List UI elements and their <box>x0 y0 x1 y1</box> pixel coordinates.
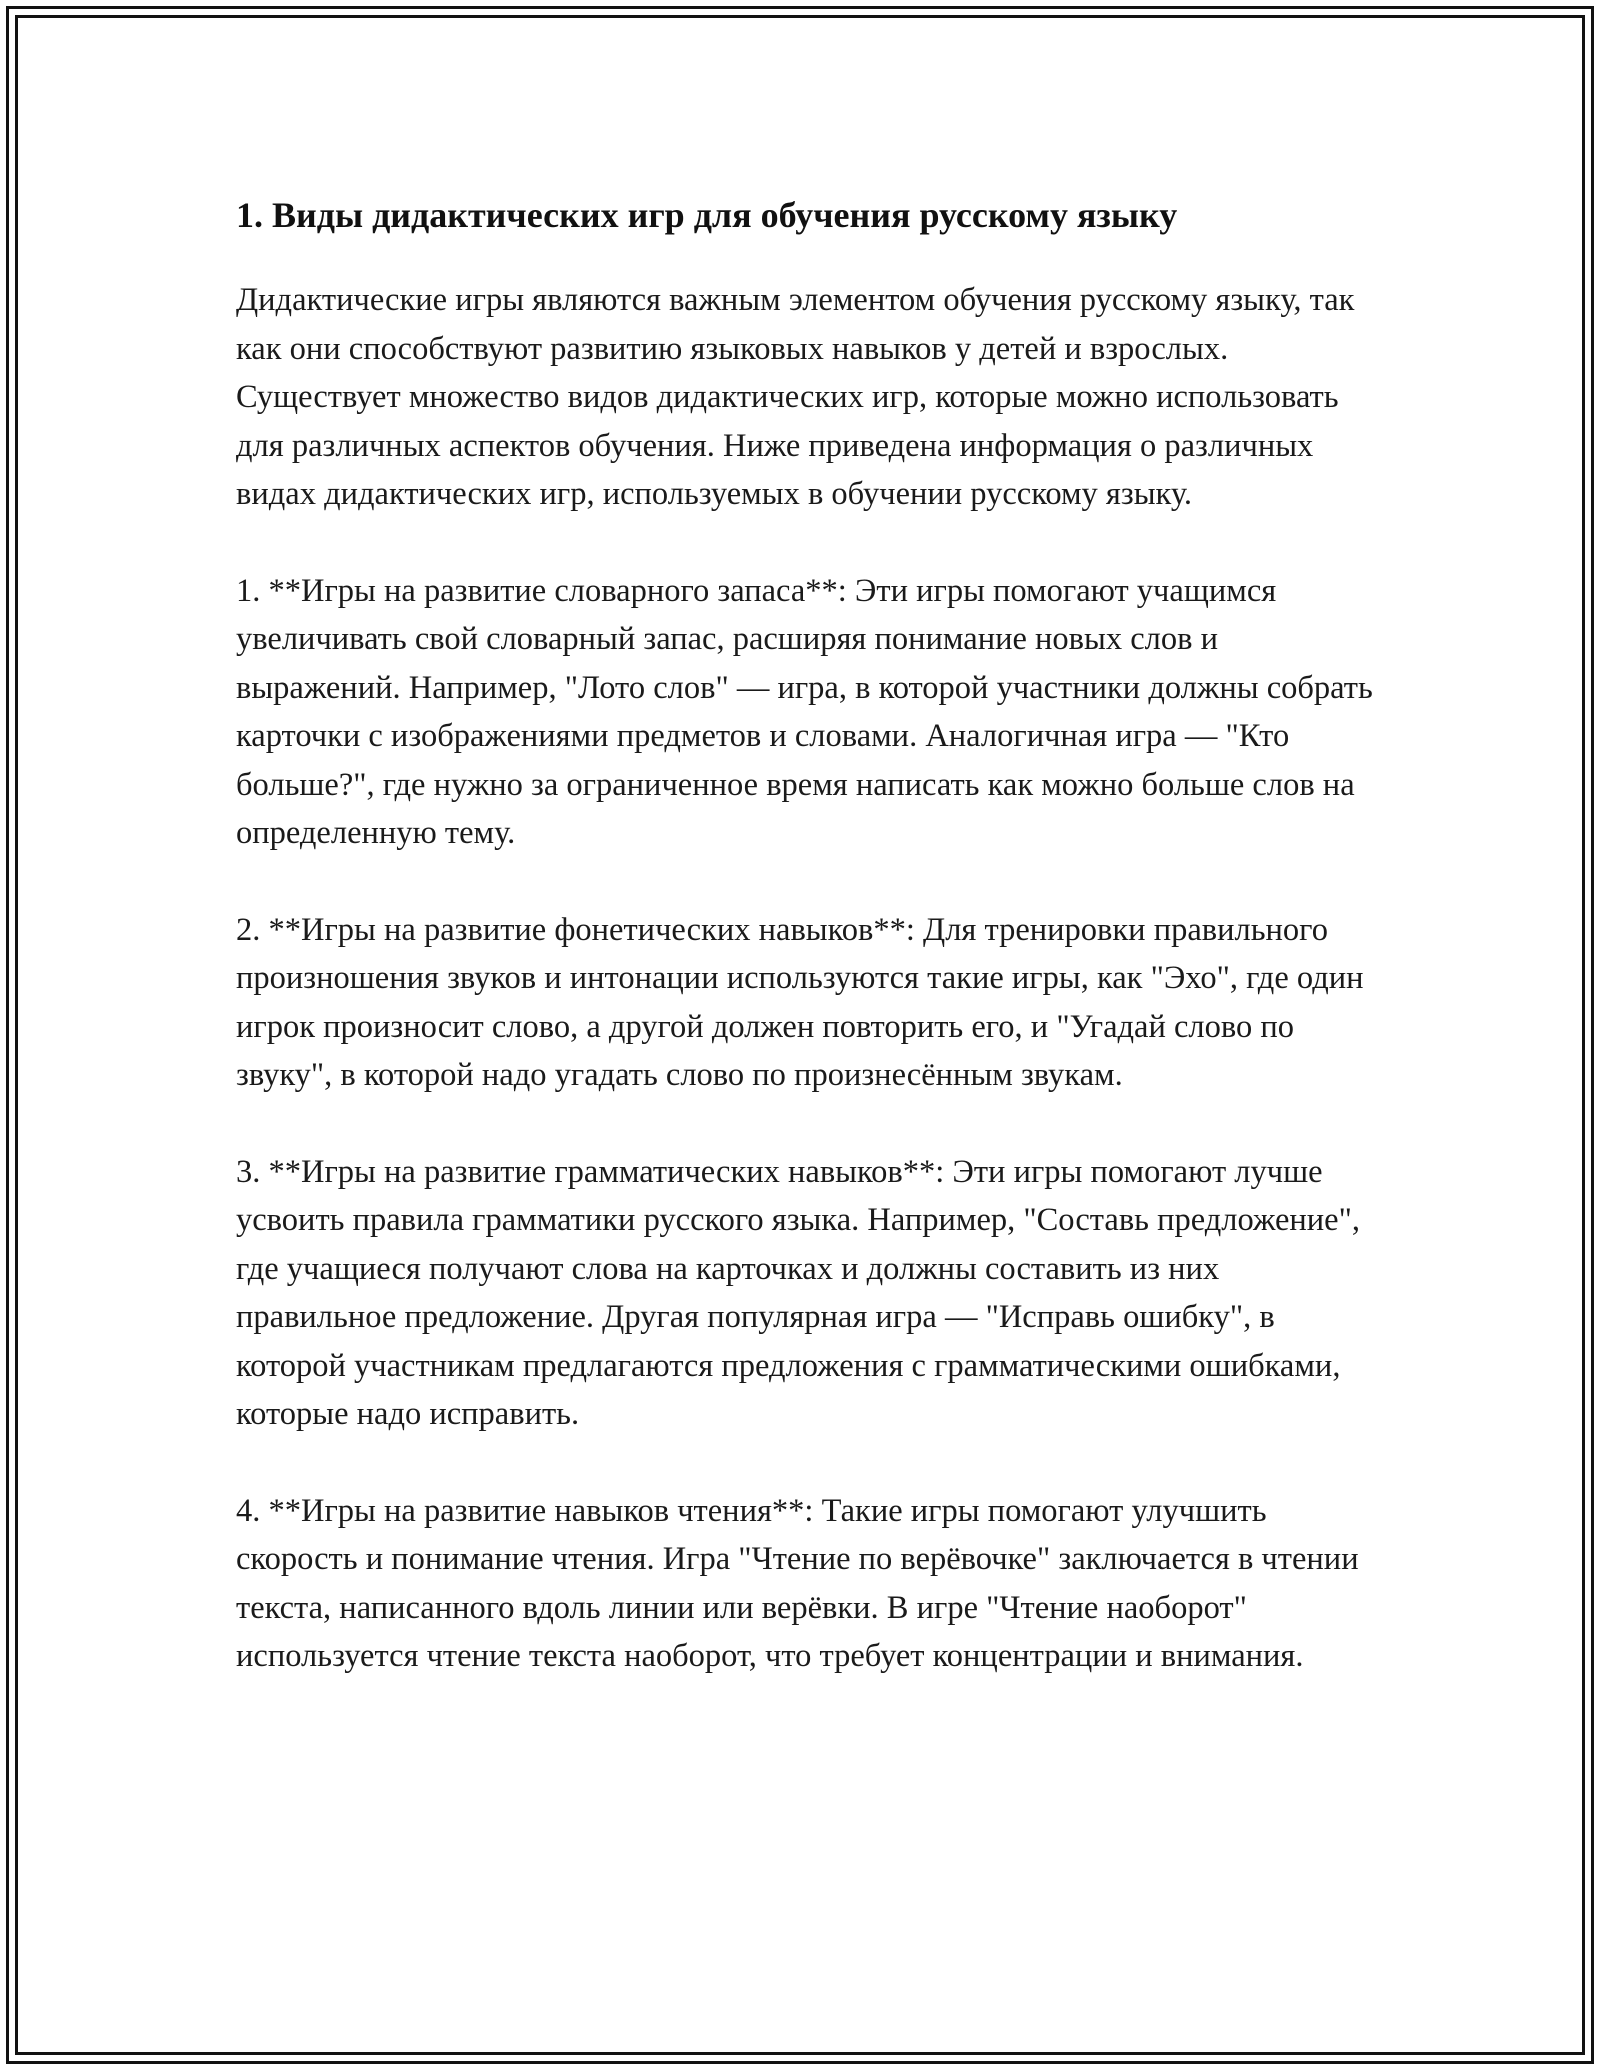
list-item-vocabulary: 1. **Игры на развитие словарного запаса**: Эти игры помогают учащимся увеличивать свой словарный запас, расширяя понимание новых слов и выражений. Например, "Лото слов" — игра, в которой участники должны собрать карточки с изображениями предметов и словами. Аналогичная игра — "Кто больше?", где нужно за ограниченное время написать как можно больше слов на определенную тему. <box>236 572 1373 851</box>
list-item-phonetics: 2. **Игры на развитие фонетических навыков**: Для тренировки правильного произношения звуков и интонации используются такие игры, как "Эхо", где один игрок произносит слово, а другой должен повторить его, и "Угадай слово по звуку", в которой надо угадать слово по произнесённым звукам. <box>236 911 1364 1093</box>
intro-paragraph: Дидактические игры являются важным элементом обучения русскому языку, так как они способствуют развитию языковых навыков у детей и взрослых. Существует множество видов дидактических игр, которые можно использовать для различных аспектов обучения. Ниже приведена информация о различных видах дидактических игр, используемых в обучении русскому языку. <box>236 282 1355 512</box>
list-item-reading: 4. **Игры на развитие навыков чтения**: Такие игры помогают улучшить скорость и понимание чтения. Игра "Чтение по верёвочке" заключается в чтении текста, написанного вдоль линии или верёвки. В игре "Чтение наоборот" используется чтение текста наоборот, что требует концентрации и внимания. <box>236 1492 1359 1674</box>
document-body <box>236 188 1376 1729</box>
section-heading: 1. Виды дидактических игр для обучения русскому языку <box>236 195 1178 235</box>
list-item-grammar: 3. **Игры на развитие грамматических навыков**: Эти игры помогают лучше усвоить правила грамматики русского языка. Например, "Составь предложение", где учащиеся получают слова на карточках и должны составить из них правильное предложение. Другая популярная игра — "Исправь ошибку", в которой участникам предлагаются предложения с грамматическими ошибками, которые надо исправить. <box>236 1153 1360 1432</box>
